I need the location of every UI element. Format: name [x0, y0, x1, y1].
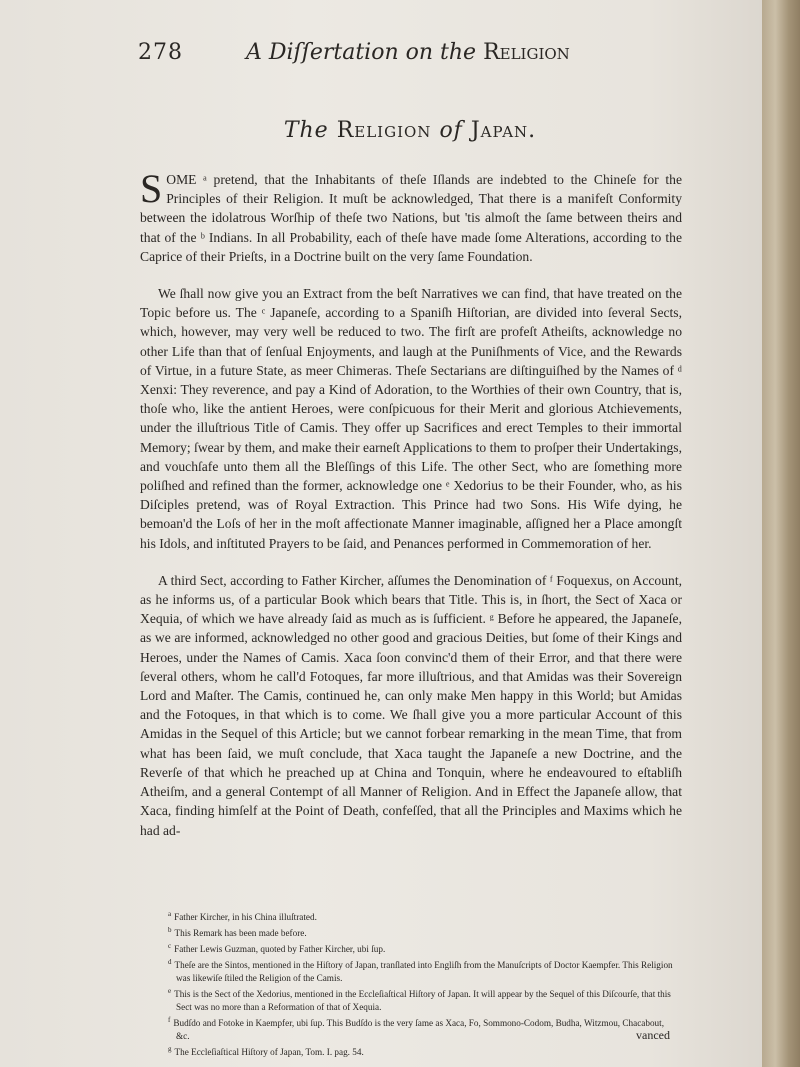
running-head — [138, 40, 618, 72]
running-title — [246, 40, 570, 65]
paragraph-1-text: OME ᵃ pretend, that the Inhabitants of theſe Iſlands are indebted to the Chineſe for the Principles of their Religion. It muſt be acknowledged, That there is a manifeſt Conformity between the idolatrous Worſhip of theſe two Nations, but 'tis almoſt the ſame between theirs and that of the ᵇ Indians. In all Probability, each of theſe have made ſome Alterations, according to the Caprice of their Prieſts, in a Doctrine built on the very ſame Foundation. — [140, 172, 682, 264]
footnote-f: $^f$ Budſdo and Fotoke in Kaempfer, ubi ſup. This Budſdo is the very ſame as Xaca, Fo, Sommono-Codom, Budha, Witzmou, Chacabout, &c. — [168, 1016, 664, 1042]
paragraph-3: A third Sect, according to Father Kircher, aſſumes the Denomination of ᶠ Foquexus, on Account, as he informs us, of a particular Book which bears that Title. This is, in ſhort, the Sect of Xaca or Xequia, of which we have already ſaid as much as is ſufficient. ᵍ Before he appeared, the Japaneſe, as we are informed, acknowledged no other good and gracious Deities, but ſome of their Kings and Heroes, under the Names of Camis. Xaca ſoon convinc'd them of their Error, and that there were ſeveral others, whom he call'd Fotoques, far more illuſtrious, and that Amidas was their Sovereign Lord and Maſter. The Camis, continued he, can only make Men happy in this World; but Amidas and the Fotoques, in that which is to come. We ſhall give you a more particular Account of this Amidas in the Sequel of this Article; but we cannot forbear remarking in the mean Time, that from what has been ſaid, we muſt conclude, that Xaca taught the Japaneſe a new Doctrine, and the Reverſe of that which he preached up at China and Tonquin, where he endeavoured to eſtabliſh Atheiſm, and a general Contempt of all Manner of Religion. And in Effect the Japaneſe allow, that Xaca, finding himſelf at the Point of Death, confeſſed, that all the Principles and Maxims which he had ad- — [140, 572, 682, 838]
footnote-d: $^d$ Theſe are the Sintos, mentioned in the Hiſtory of Japan, tranſlated into Engliſh from the Manuſcripts of Doctor Kaempfer. This Religion was likewiſe ſtiled the Religion of the Camis. — [168, 958, 673, 984]
section-title — [140, 118, 680, 143]
body-text — [140, 166, 682, 858]
footnote-a: $^a$ Father Kircher, in his China illuſtrated. — [168, 910, 317, 923]
footnotes — [168, 908, 678, 1059]
paragraph-1 — [140, 166, 682, 266]
drop-cap: S — [140, 166, 163, 211]
footnote-c: $^c$ Father Lewis Guzman, quoted by Father Kircher, ubi ſup. — [168, 942, 386, 955]
footnote-b: $^b$ This Remark has been made before. — [168, 926, 307, 939]
running-title-on: on the — [405, 40, 477, 65]
running-title-word: Religion — [483, 40, 570, 65]
page-edge — [762, 0, 800, 1067]
section-title-of: of — [439, 118, 463, 143]
section-title-word2: Japan. — [470, 118, 537, 143]
page-number: 278 — [138, 40, 183, 65]
catchword: vanced — [636, 1028, 670, 1042]
section-title-prefix: The — [283, 118, 329, 143]
running-title-prefix: A Diſſertation — [246, 40, 399, 65]
footnote-g: $^g$ The Eccleſiaſtical Hiſtory of Japan, Tom. I. pag. 54. — [168, 1045, 364, 1058]
section-title-word1: Religion — [336, 118, 432, 143]
paragraph-2: We ſhall now give you an Extract from the beſt Narratives we can find, that have treated on the Topic before us. The ᶜ Japaneſe, according to a Spaniſh Hiſtorian, are divided into ſeveral Sects, which, however, may very well be reduced to two. The firſt are profeſt Atheiſts, acknowledge no other Life than that of ſenſual Enjoyments, and laugh at the Puniſhments of Vice, and the Rewards of Virtue, in a future State, as meer Chimeras. Theſe Sectarians are diſtinguiſhed by the Names of ᵈ Xenxi: They reverence, and pay a Kind of Adoration, to the Worthies of their own Country, that is, thoſe who, like the antient Heroes, were conſpicuous for their Merit and glorious Atchievements, under the illuſtrious Title of Camis. They offer up Sacrifices and erect Temples to their immortal Memory; ſwear by them, and make their earneſt Applications to them to proſper their Undertakings, and vouchſafe unto them all the Bleſſings of this Life. The other Sect, who are ſomething more poliſhed and refined than the former, acknowledge one ᵉ Xedorius to be their Founder, who, as his Diſciples pretend, was of Royal Extraction. This Prince had two Sons. His Wife dying, he bemoan'd the Loſs of her in the moſt affectionate Manner imaginable, aſſigned her a Place amongſt his Idols, and inſtituted Prayers to be ſaid, and Penances performed in Commemoration of her. — [140, 286, 682, 551]
footnote-e: $^e$ This is the Sect of the Xedorius, mentioned in the Eccleſiaſtical Hiſtory of Japan. It will appear by the Sequel of this Diſcourſe, that this Sect was no more than a Reformation of that of Xequia. — [168, 987, 671, 1013]
